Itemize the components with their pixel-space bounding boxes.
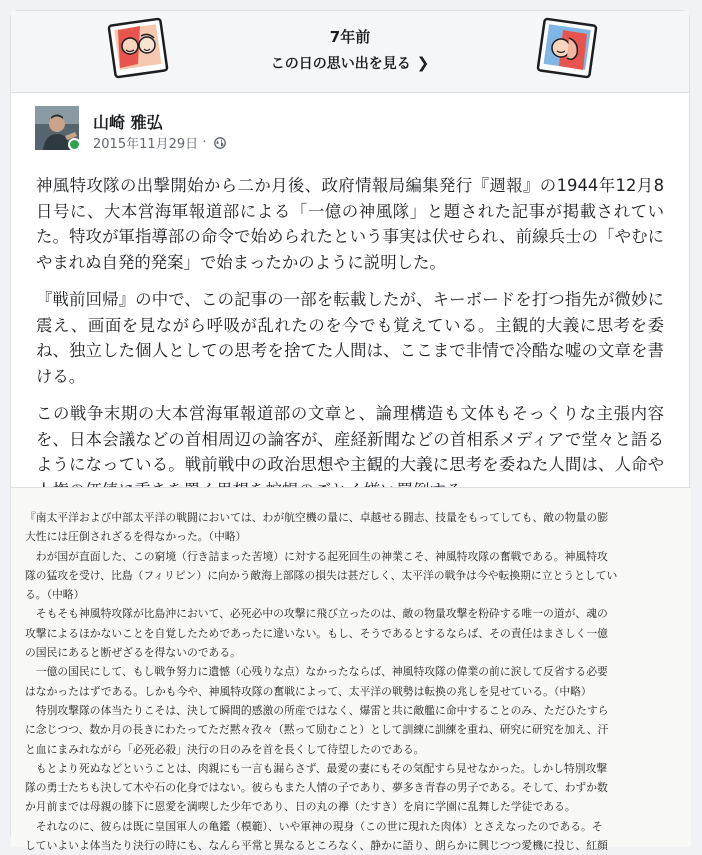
friends-illustration-right-icon <box>533 18 601 80</box>
scan-text-line: に念じつつ、数か月の長きにわたってただ黙々孜々（黙って励むこと）として訓練に訓練を重ね、研究に研究を加え、汗 <box>25 723 609 737</box>
post-date[interactable]: 2015年11月29日 <box>93 137 199 152</box>
scan-text-line: 『南太平洋および中部太平洋の戦闘においては、わが航空機の量に、卓越せる闘志、技量をもってしても、敵の物量の膨 <box>25 511 609 524</box>
scan-text-line: る。（中略） <box>25 588 85 602</box>
globe-icon[interactable] <box>214 137 226 149</box>
post-header <box>11 103 689 163</box>
memories-banner[interactable] <box>11 11 689 93</box>
scan-text-line: もとより死ぬなどということは、肉親にも一言も漏らさず、最愛の妻にもその気配すら見せなかった。しかし特別攻撃 <box>25 761 608 775</box>
memory-post-card <box>10 10 690 853</box>
memories-years-ago: 7年前 <box>329 28 371 46</box>
scan-text-line: はなかったはずである。しかも今や、神風特攻隊の奮戦によって、太平洋の戦勢は転換の兆しを見せている。（中略） <box>25 684 592 698</box>
scan-text-line: 隊の勇士たちも決して木や石の化身ではない。彼らもまた人情の子であり、夢多き青春の男子である。そして、わずか数 <box>25 781 608 795</box>
post-paragraph: この戦争末期の大本営海軍報道部の文章と、論理構造も文体もそっくりな主張内容を、日本会議などの首相周辺の論客が、産経新聞などの首相系メディアで堂々と語るようになっている。戦前戦中の政治思想や主観的大義に思考を委ねた人間は、人命や <box>36 404 664 474</box>
scan-text-line: していよいよ体当たり決行の時にも、なんら平常と異なるところなく、静かに語り、朗らかに興じつつ愛機に投じ、紅顔 <box>25 839 608 853</box>
post-paragraph: 神風特攻隊の出撃開始から二か月後、政府情報局編集発行『週報』の1944年12月8日号に、大本営海軍報道部による「一億の神風隊」と題された記事が掲載されていた。特攻が軍指導部の命令で始められたという事実は伏せられ、前線兵士の「やむにやまれぬ自発的発案」で始まったかのように説明した。 <box>36 176 664 272</box>
online-status-dot <box>68 138 81 151</box>
scan-text-line: 隊の猛攻を受け、比島（フィリピン）に向かう敵海上部隊の損失は甚だしく、太平洋の戦争は今や転換期に立とうとしてい <box>25 568 618 582</box>
scan-text-line: と血にまみれながら「必死必殺」決行の日のみを首を長くして待望したのである。 <box>25 742 425 756</box>
scan-text-line: 攻撃によるほかないことを自覚したためであったに違いない。もし、そうであるとするならば、その責任はまさしく一億 <box>25 626 608 640</box>
post-meta <box>93 133 226 152</box>
post-body <box>11 163 689 503</box>
post-paragraph: 『戦前回帰』の中で、この記事の一部を転載したが、キーボードを打つ指先が微妙に震え、画面を見ながら呼吸が乱れたのを今でも覚えている。主観的大義に思考を委ね、独立した個人としての思考を捨てた人間は、ここまで非情で冷酷な嘘の文章を書ける。 <box>36 290 664 386</box>
scan-text-line: の国民にあると断ぜざるを得ないのである。 <box>25 646 241 660</box>
scan-text-line: か月前までは母親の膝下に恩愛を満喫した少年であり、日の丸の襷（たすき）を肩に学園に乱舞した学徒である。 <box>25 800 576 814</box>
scan-text-line: わが国が直面した、この窮境（行き詰まった苦境）に対する起死回生の神業こそ、神風特攻隊の奮戦である。神風特攻 <box>25 549 608 563</box>
meta-separator: · <box>202 135 207 150</box>
scan-text-line: 特別攻撃隊の体当たりこそは、決して瞬間的感激の所産ではなく、爆雷と共に敵艦に命中することのみ、ただひたすら <box>25 703 609 717</box>
scan-text-line: 一億の国民にして、もし戦争努力に遺憾（心残りな点）なかったならば、神風特攻隊の偉業の前に涙して反省する必要 <box>25 665 608 679</box>
post-author-name[interactable]: 山崎 雅弘 <box>93 113 163 132</box>
scan-text-line: そもそも神風特攻隊が比島沖において、必死必中の攻撃に飛び立ったのは、敵の物量攻撃を粉砕する唯一の道が、魂の <box>25 607 608 621</box>
scan-text-line: それなのに、彼らは既に皇国軍人の亀鑑（模範）、いや軍神の現身（この世に現れた肉体）とさえなったのである。そ <box>25 819 603 833</box>
attached-text-image[interactable] <box>11 487 691 853</box>
chevron-right-icon: ❯ <box>416 54 430 72</box>
view-memories-label: この日の思い出を見る <box>270 56 411 72</box>
scan-text-line: 大性には圧倒されざるを得なかった。（中略） <box>25 530 247 544</box>
